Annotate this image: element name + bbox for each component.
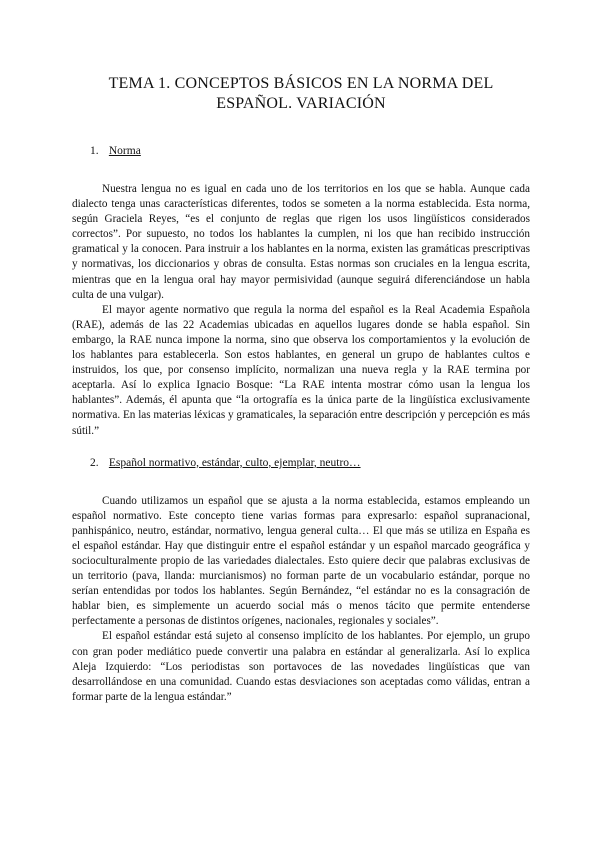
title-line-1: TEMA 1. CONCEPTOS BÁSICOS EN LA NORMA DEL [108,75,494,92]
section-title: Español normativo, estándar, culto, ejemplar, neutro… [108,456,361,469]
section-title: Norma [108,145,141,157]
section-heading [72,144,530,158]
paragraph: Cuando utilizamos un español que se ajusta a la norma establecida, estamos empleando un español normativo. Este concepto tiene varias formas para expresarlo: español supranacional, panhispánico, neutro, estándar, normativo, lengua general culta… El que más se utiliza en España es el español estándar. Hay que distinguir entre el español estándar y un español marcado geográfica y socioculturalmente propio de las variedades dialectales. Esto quiere decir que palabras exclusivas de un territorio (pava, llanda: murcianismos) no forman parte de un vocabulario estándar, porque no serían entendidas por todos los hablantes. Según Bernández, “el estándar no es la consagración de hablar bien, es simplemente un acuerdo social más o menos tácito que permite entenderse perfectamente a personas de distintos orígenes, nacionales, regionales y sociales”. [72,494,530,628]
section-number: 1. [90,145,99,157]
paragraph: El mayor agente normativo que regula la norma del español es la Real Academia Española (RAE), además de las 22 Academias ubicadas en aquellos lugares donde se habla español. Sin embargo, la RAE nunca impone la norma, sino que observa los comportamientos y la evolución de los hablantes para establecerla. Son estos hablantes, en general un grupo de hablantes cultos e instruidos, los que, por consenso implícito, normalizan una nueva regla y la RAE termina por aceptarla. Así lo explica Ignacio Bosque: “La RAE intenta mostrar cómo usan la lengua los hablantes”. Además, él apunta que “la ortografía es la única parte de la lingüística exclusivamente normativa. En las materias léxicas y gramaticales, la separación entre descripción y percepción es más sútil.” [72,303,530,437]
section-norma [72,144,530,439]
section-espanol-normativo [72,456,530,705]
document-title [72,74,530,114]
section-number: 2. [90,456,99,469]
paragraph: Nuestra lengua no es igual en cada uno de los territorios en los que se habla. Aunque cada dialecto tenga unas características diferentes, todos se someten a la norma establecida. Esta norma, según Graciela Reyes, “es el conjunto de reglas que rigen los usos lingüísticos considerados correctos”. Por supuesto, no todos los hablantes la cumplen, ni los que han recibido instrucción gramatical y la conocen. Para instruir a los hablantes en la norma, existen las gramáticas prescriptivas y normativas, los diccionarios y obras de consulta. Estas normas son cruciales en la lengua escrita, mientras que en la lengua oral hay mayor permisividad (aunque seguirá diferenciándose un habla culta de una vulgar). [72,183,530,301]
title-line-2: ESPAÑOL. VARIACIÓN [216,95,386,112]
paragraph: El español estándar está sujeto al consenso implícito de los hablantes. Por ejemplo, un grupo con gran poder mediático puede convertir una palabra en estándar al generalizarla. Así lo explica Aleja Izquierdo: “Los periodistas son portavoces de las novedades lingüísticas que van desarrollándose en una comunidad. Cuando estas desviaciones son aceptadas como válidas, entran a formar parte de la lengua estándar.” [72,630,530,703]
section-heading [72,456,530,470]
